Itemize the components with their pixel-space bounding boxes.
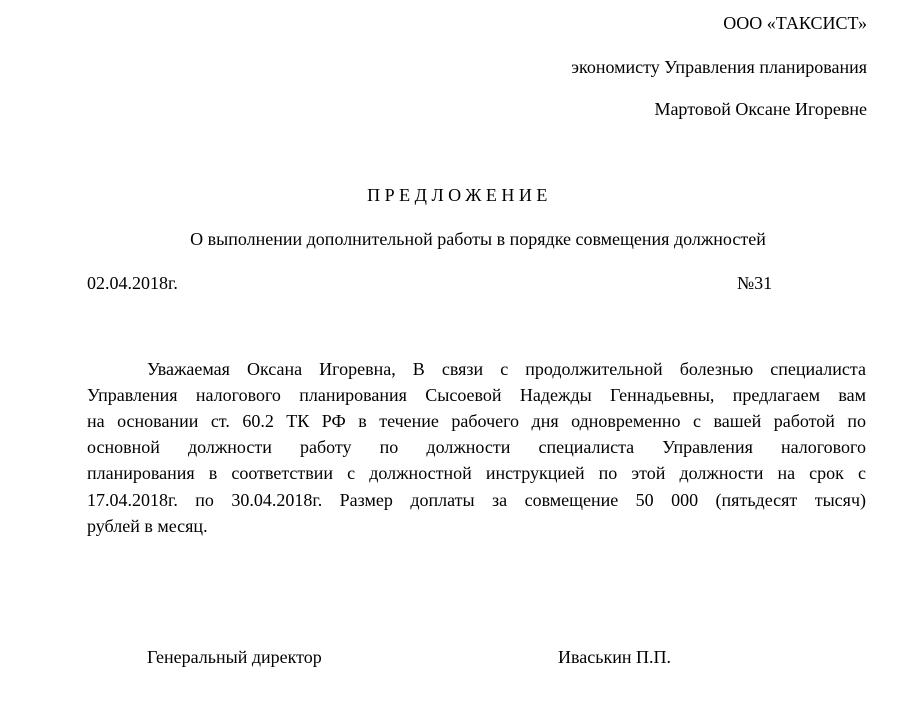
body-line: планирования в соответствии с должностной инструкцией по этой должности на срок с bbox=[87, 463, 866, 483]
organization-name: ООО «ТАКСИСТ» bbox=[723, 13, 867, 33]
document-subtitle: О выполнении дополнительной работы в порядке совмещения должностей bbox=[190, 229, 766, 249]
document-number: №31 bbox=[737, 273, 773, 293]
recipient-position: экономисту Управления планирования bbox=[571, 57, 867, 77]
body-line: на основании ст. 60.2 ТК РФ в течение рабочего дня одновременно с вашей работой по bbox=[87, 411, 866, 431]
signer-title: Генеральный директор bbox=[147, 647, 322, 667]
body-line: Уважаемая Оксана Игоревна, В связи с продолжительной болезнью специалиста bbox=[147, 359, 866, 379]
recipient-name: Мартовой Оксане Игоревне bbox=[654, 99, 867, 119]
signer-name: Иваськин П.П. bbox=[558, 647, 671, 667]
body-line: 17.04.2018г. по 30.04.2018г. Размер доплаты за совмещение 50 000 (пятьдесят тысяч) bbox=[87, 490, 866, 510]
document-title: ПРЕДЛОЖЕНИЕ bbox=[367, 185, 552, 205]
body-line: Управления налогового планирования Сысоевой Надежды Геннадьевны, предлагаем вам bbox=[87, 385, 866, 405]
document-date: 02.04.2018г. bbox=[87, 273, 178, 293]
body-line: рублей в месяц. bbox=[87, 516, 208, 536]
body-line: основной должности работу по должности специалиста Управления налогового bbox=[87, 437, 866, 457]
